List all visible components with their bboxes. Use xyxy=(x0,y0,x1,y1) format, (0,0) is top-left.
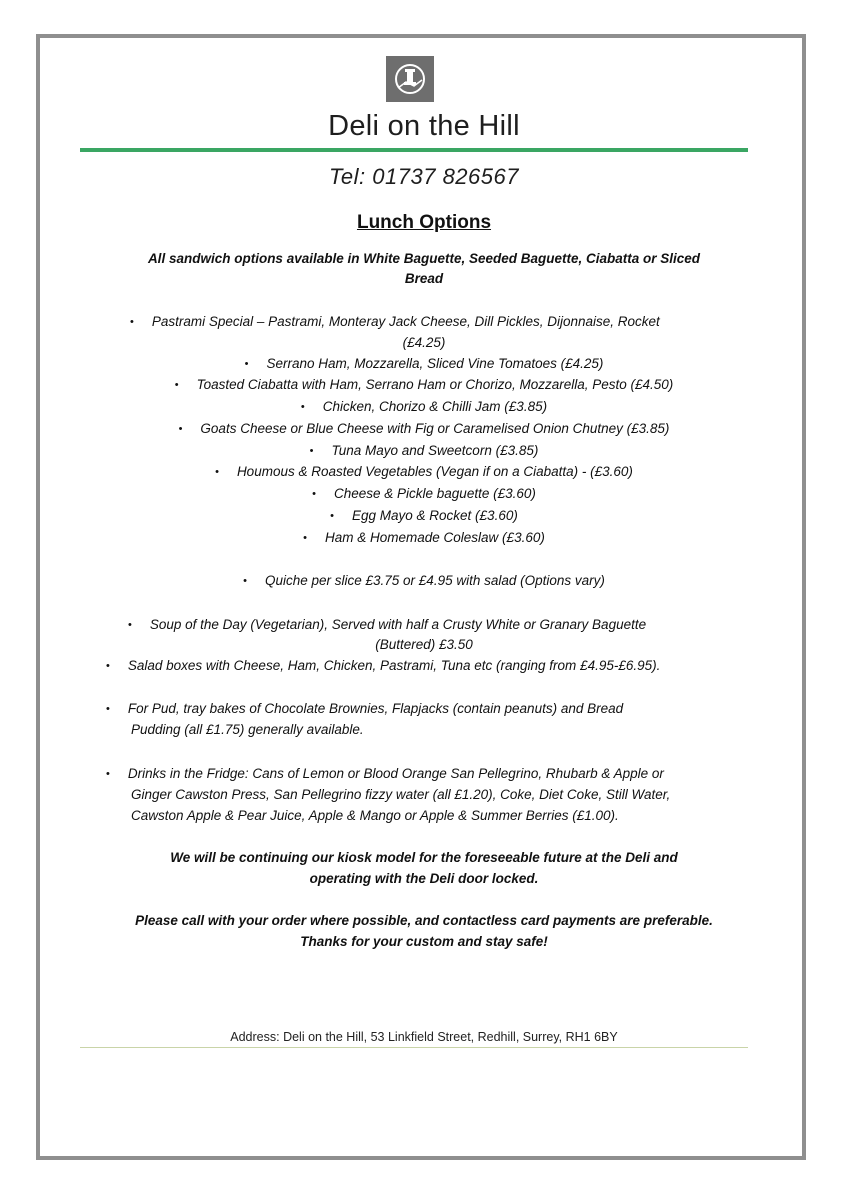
item-text: Serrano Ham, Mozzarella, Sliced Vine Tomatoes (£4.25) xyxy=(266,356,604,371)
list-item xyxy=(0,572,848,591)
bullet-icon: • xyxy=(243,575,247,587)
header-divider xyxy=(80,148,748,152)
item-text: Ham & Homemade Coleslaw (£3.60) xyxy=(325,530,545,545)
footer-divider xyxy=(80,1047,748,1048)
item-text: Salad boxes with Cheese, Ham, Chicken, Pastrami, Tuna etc (ranging from £4.95-£6.95). xyxy=(127,658,661,673)
item-text: Pastrami Special – Pastrami, Monteray Jack Cheese, Dill Pickles, Dijonnaise, Rocket xyxy=(151,314,660,329)
footer-address: Address: Deli on the Hill, 53 Linkfield Street, Redhill, Surrey, RH1 6BY xyxy=(230,1030,618,1044)
list-item xyxy=(106,765,664,784)
bread-note: All sandwich options available in White Baguette, Seeded Baguette, Ciabatta or Sliced xyxy=(147,251,701,266)
bullet-icon: • xyxy=(130,316,134,328)
item-text-cont: Cawston Apple & Pear Juice, Apple & Mango or Apple & Summer Berries (£1.00). xyxy=(131,808,619,823)
bullet-icon: • xyxy=(106,703,110,715)
item-text: Houmous & Roasted Vegetables (Vegan if on a Ciabatta) - (£3.60) xyxy=(236,464,633,479)
item-text: Toasted Ciabatta with Ham, Serrano Ham or Chorizo, Mozzarella, Pesto (£4.50) xyxy=(196,377,674,392)
bullet-icon: • xyxy=(244,358,249,370)
item-text: Tuna Mayo and Sweetcorn (£3.85) xyxy=(331,443,539,458)
bullet-icon: • xyxy=(303,532,307,544)
bullet-icon: • xyxy=(128,619,132,631)
bullet-icon: • xyxy=(309,445,314,457)
item-text: Goats Cheese or Blue Cheese with Fig or Caramelised Onion Chutney (£3.85) xyxy=(200,421,670,436)
list-item xyxy=(0,355,848,374)
item-text: Soup of the Day (Vegetarian), Served with half a Crusty White or Granary Baguette xyxy=(149,617,647,632)
page-border xyxy=(36,34,806,1160)
list-item xyxy=(0,529,848,548)
bread-note-cont: Bread xyxy=(404,271,444,286)
list-item xyxy=(106,700,623,719)
list-item xyxy=(0,463,848,482)
item-text: Egg Mayo & Rocket (£3.60) xyxy=(352,508,518,523)
item-text: Cheese & Pickle baguette (£3.60) xyxy=(333,486,536,501)
bullet-icon: • xyxy=(312,488,316,500)
list-item xyxy=(0,420,848,439)
item-text-cont: Pudding (all £1.75) generally available. xyxy=(131,722,364,737)
bullet-icon: • xyxy=(106,768,110,780)
item-text-cont: (Buttered) £3.50 xyxy=(375,637,473,652)
list-item xyxy=(0,398,848,417)
list-item xyxy=(130,313,660,332)
bullet-icon: • xyxy=(178,423,183,435)
bullet-icon: • xyxy=(215,466,219,478)
list-item xyxy=(0,442,848,461)
call-notice: Please call with your order where possible, and contactless card payments are preferable. xyxy=(135,913,713,928)
call-notice-cont: Thanks for your custom and stay safe! xyxy=(300,934,548,949)
list-item xyxy=(0,376,848,395)
bullet-icon: • xyxy=(106,660,110,672)
list-item xyxy=(106,657,660,676)
item-text: Quiche per slice £3.75 or £4.95 with salad (Options vary) xyxy=(264,573,605,588)
item-text: Chicken, Chorizo & Chilli Jam (£3.85) xyxy=(322,399,548,414)
kiosk-notice-cont: operating with the Deli door locked. xyxy=(309,871,539,886)
list-item xyxy=(0,507,848,526)
item-text: For Pud, tray bakes of Chocolate Brownies, Flapjacks (contain peanuts) and Bread xyxy=(127,701,624,716)
bullet-icon: • xyxy=(174,379,179,391)
item-text: Drinks in the Fridge: Cans of Lemon or Blood Orange San Pellegrino, Rhubarb & Apple or xyxy=(127,766,664,781)
brand-name: Deli on the Hill xyxy=(328,110,520,142)
item-text-cont: Ginger Cawston Press, San Pellegrino fizzy water (all £1.20), Coke, Diet Coke, Still Water, xyxy=(131,787,671,802)
bullet-icon: • xyxy=(330,510,334,522)
list-item xyxy=(128,616,646,635)
page-title: Lunch Options xyxy=(356,212,492,233)
list-item xyxy=(0,485,848,504)
phone-number: Tel: 01737 826567 xyxy=(329,164,519,189)
kiosk-notice: We will be continuing our kiosk model for the foreseeable future at the Deli and xyxy=(170,850,678,865)
deli-logo xyxy=(386,56,434,102)
bullet-icon: • xyxy=(300,401,305,413)
item-text-cont: (£4.25) xyxy=(402,335,446,350)
